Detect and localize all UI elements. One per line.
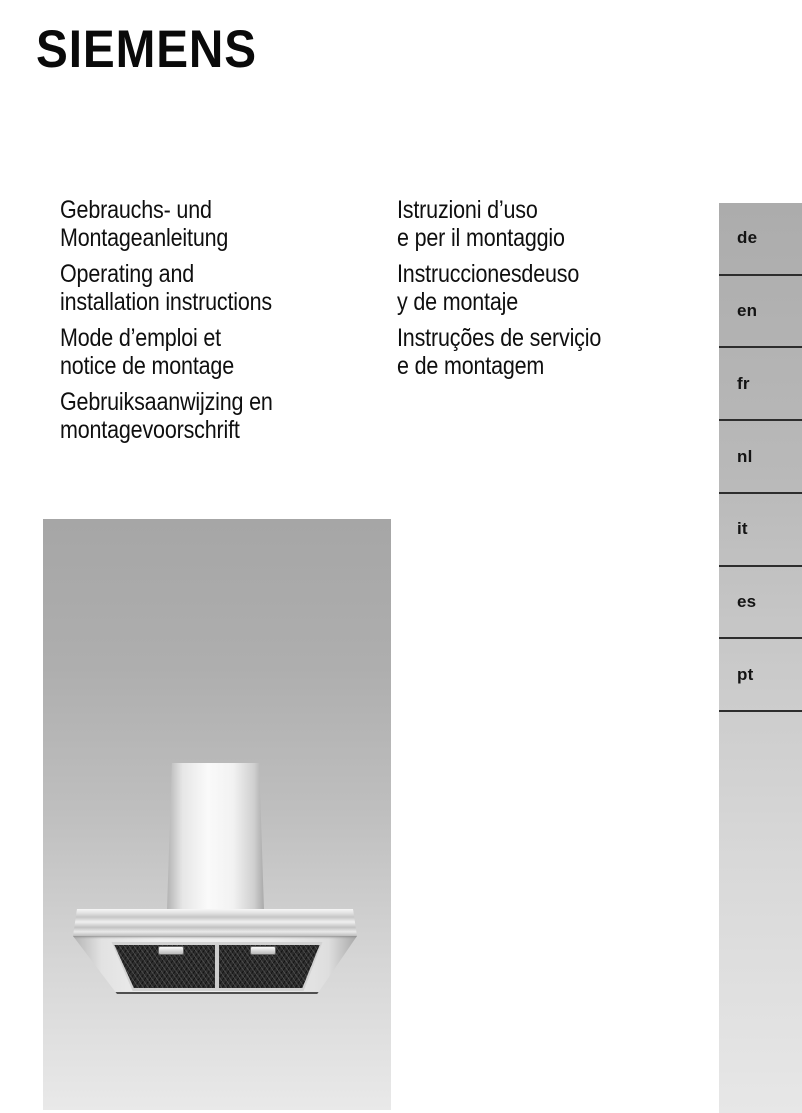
language-tab-label: es <box>737 591 757 611</box>
title-es-line2: y de montaje <box>397 288 519 316</box>
title-en-line2: installation instructions <box>60 288 273 316</box>
language-tab-label: en <box>737 301 758 321</box>
title-de-line1: Gebrauchs- und <box>60 196 212 224</box>
title-fr <box>60 324 273 380</box>
title-it-line1: Istruzioni d’uso <box>397 196 538 224</box>
language-tab-label: de <box>737 228 758 248</box>
hood-chimney <box>167 763 264 910</box>
language-tab-label: pt <box>737 664 754 684</box>
title-pt-line2: e de montagem <box>397 352 545 380</box>
hood-bottom-edge <box>73 992 357 994</box>
hood-canopy-top <box>73 909 357 936</box>
filter-divider <box>215 945 219 988</box>
siemens-logo: SIEMENS <box>36 20 258 79</box>
filter-handle-left <box>158 946 184 955</box>
title-nl <box>60 388 273 444</box>
title-es <box>397 260 601 316</box>
titles-column-right <box>397 196 601 388</box>
language-tabs <box>719 203 802 712</box>
title-fr-line2: notice de montage <box>60 352 234 380</box>
language-tab-sidebar <box>719 203 802 1113</box>
title-it <box>397 196 601 252</box>
title-en-line1: Operating and <box>60 260 195 288</box>
title-fr-line1: Mode d’emploi et <box>60 324 221 352</box>
language-tab-nl[interactable] <box>719 421 802 494</box>
title-es-line1: Instruccionesdeuso <box>397 260 580 288</box>
language-tab-label: fr <box>737 373 750 393</box>
sidebar-strip <box>719 712 802 1113</box>
hood-canopy-skirt <box>73 936 357 994</box>
title-nl-line1: Gebruiksaanwijzing en <box>60 388 273 416</box>
language-tab-label: it <box>737 519 748 539</box>
title-pt-line1: Instruções de serviçio <box>397 324 602 352</box>
title-de <box>60 196 273 252</box>
titles-column-left <box>60 196 273 452</box>
title-pt <box>397 324 601 380</box>
language-tab-it[interactable] <box>719 494 802 567</box>
title-de-line2: Montageanleitung <box>60 224 229 252</box>
language-tab-es[interactable] <box>719 567 802 640</box>
language-tab-pt[interactable] <box>719 639 802 712</box>
hood-filter-frame <box>106 942 328 991</box>
language-tab-label: nl <box>737 446 753 466</box>
language-tab-en[interactable] <box>719 276 802 349</box>
language-tab-fr[interactable] <box>719 348 802 421</box>
title-en <box>60 260 273 316</box>
language-tab-de[interactable] <box>719 203 802 276</box>
title-nl-line2: montagevoorschrift <box>60 416 240 444</box>
filter-handle-right <box>250 946 276 955</box>
product-photo <box>43 519 391 1110</box>
title-it-line2: e per il montaggio <box>397 224 565 252</box>
